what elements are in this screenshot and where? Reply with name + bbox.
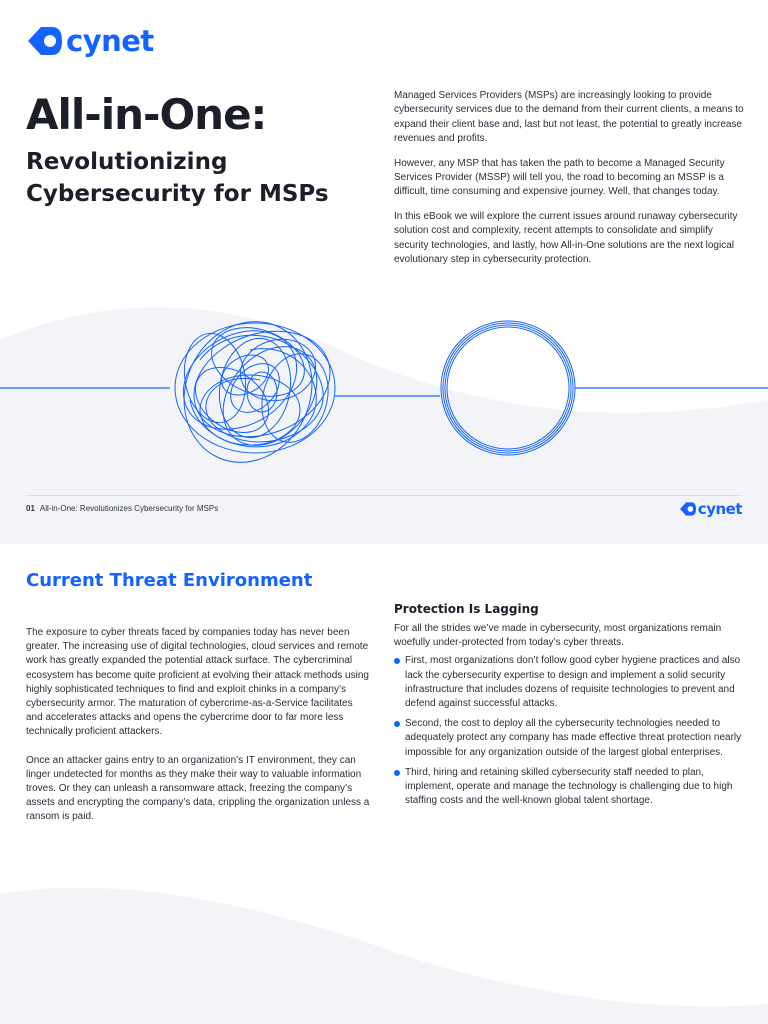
cynet-logo-icon [26, 24, 64, 58]
concentric-circle-icon [441, 321, 575, 455]
footer-title: All-in-One: Revolutionizes Cybersecurity for MSPs [39, 504, 219, 513]
body-paragraph: Once an attacker gains entry to an organization’s IT environment, they can linger undetected for months as they make their way to valuable information troves. Or they can unleash a ransomware attack, freezing the company’s assets and encrypting the company’s data, crippling the organization unless a ransom is paid. [26, 754, 370, 823]
footer-cynet-logo [679, 500, 742, 518]
protection-lagging-list [394, 654, 744, 808]
bullet-dot-icon [394, 658, 400, 664]
page-subtitle: Revolutionizing Cybersecurity for MSPs [26, 149, 329, 207]
intro-paragraph: In this eBook we will explore the current issues around runaway cybersecurity solution cost and complexity, recent attempts to consolidate and simplify security technologies, and lastly, how All-in-One solutions are the next logical evolutionary step in cybersecurity protection. [394, 210, 738, 266]
cynet-wordmark: cynet [697, 500, 742, 518]
cynet-logo [26, 24, 154, 58]
list-item-text: First, most organizations don’t follow good cyber hygiene practices and also lack the cybersecurity expertise to design and implement a solid security infrastructure that includes dozens of requisite technologies to prevent and defend against successful attacks. [405, 655, 741, 710]
complexity-to-simplicity-illustration [0, 300, 768, 480]
page-footer [26, 504, 218, 513]
threat-environment-page [0, 544, 768, 1024]
list-item-text: Second, the cost to deploy all the cybersecurity technologies needed to adequately protect any company has made effective threat protection nearly impossible for any organization outside of the largest global enterprises. [405, 718, 742, 758]
intro-text [394, 89, 744, 277]
list-item [394, 766, 744, 809]
protection-lagging-heading: Protection Is Lagging [394, 602, 539, 616]
intro-paragraph: However, any MSP that has taken the path to become a Managed Security Services Provider (MSSP) will tell you, the road to becoming an MSSP is a difficult, time consuming and expensive journey. Well, that changes today. [394, 157, 725, 198]
protection-lagging-column [394, 602, 744, 814]
page-number: 01 [26, 504, 35, 513]
page-title: All-in-One: [26, 90, 267, 139]
threat-environment-text [26, 626, 371, 839]
cynet-wordmark: cynet [66, 24, 154, 58]
list-item-text: Third, hiring and retaining skilled cybersecurity staff needed to plan, implement, operate and manage the technology is challenging due to high staffing costs and the well-known global talent shortage. [405, 766, 733, 807]
cynet-logo-icon [679, 501, 697, 517]
list-item [394, 717, 744, 760]
body-paragraph: The exposure to cyber threats faced by companies today has never been greater. The increasing use of digital technologies, cloud services and remote work has greatly expanded the potential attack surface. The cybercriminal ecosystem has become quite proficient at evolving their attack methods using highly sophisticated techniques to find and exploit chinks in a company’s cybersecurity armor. The maturation of cybercrime-as-a-Service facilitates and accelerates attacks and opens the cybercrime door to far more less technically proficient attackers. [26, 627, 369, 738]
section-title: Current Threat Environment [26, 570, 313, 591]
tangled-scribble-icon [161, 301, 344, 480]
footer-divider [26, 495, 742, 496]
bullet-dot-icon [394, 721, 400, 727]
protection-lagging-intro: For all the strides we’ve made in cybersecurity, most organizations remain woefully under-protected from today’s cyber threats. [394, 623, 722, 649]
bullet-dot-icon [394, 770, 400, 776]
intro-paragraph: Managed Services Providers (MSPs) are increasingly looking to provide cybersecurity services due to the demand from their current clients, a means to expand their client base and, last but not least, the potential to greatly increase revenues and profits. [394, 90, 744, 145]
list-item [394, 654, 744, 711]
